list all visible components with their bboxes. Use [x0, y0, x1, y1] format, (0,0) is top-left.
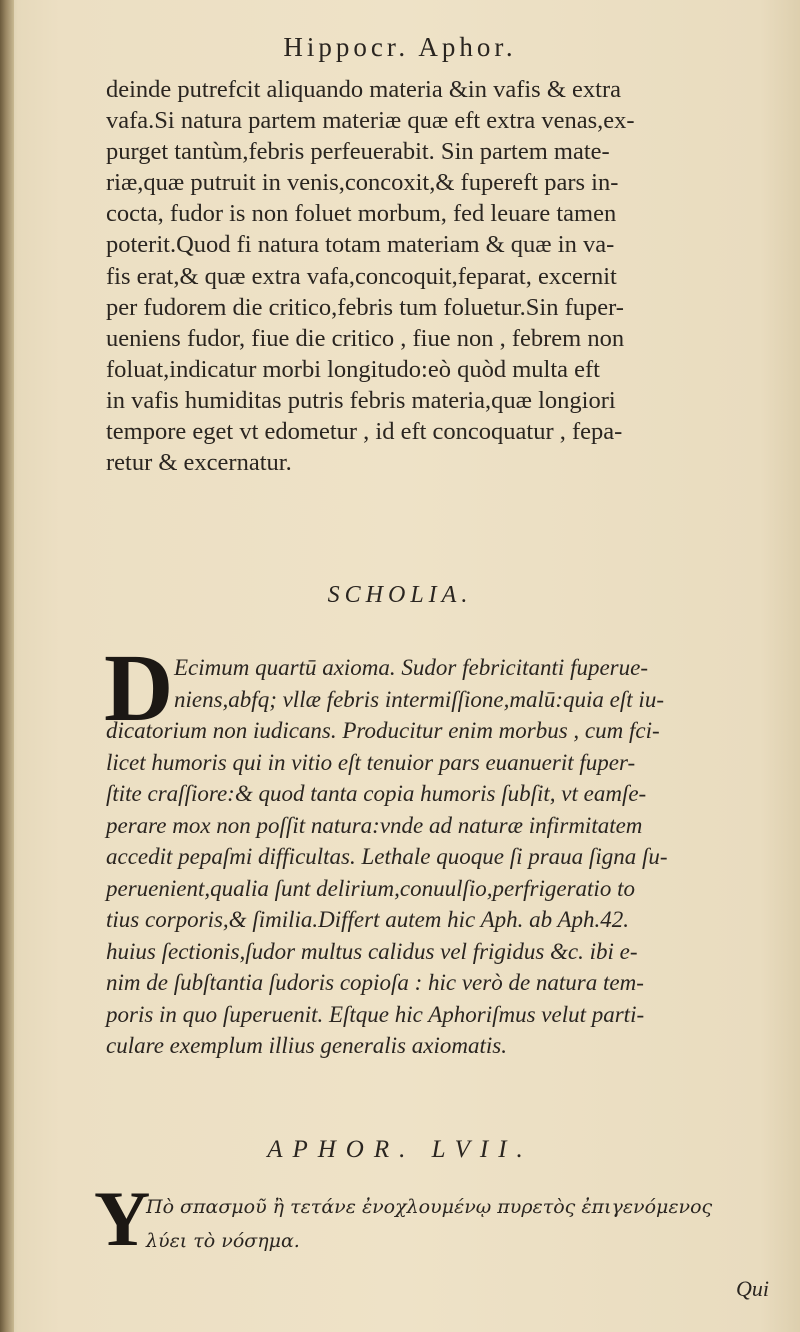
- text-line: ueniens fudor, fiue die critico , fiue non , febrem non: [106, 324, 625, 352]
- text-line: licet humoris qui in vitio eſt tenuior pars euanuerit fuper-: [106, 749, 636, 775]
- text-line: poris in quo ſuperuenit. Eſtque hic Aphoriſmus velut parti-: [106, 1001, 645, 1027]
- greek-line: λύει τὸ νόσημα.: [146, 1230, 300, 1252]
- text-line: culare exemplum illius generalis axiomatis.: [106, 1033, 507, 1058]
- text-line: deinde putrefcit aliquando materia &in vafis & extra: [106, 76, 621, 103]
- scholia-heading: SCHOLIA.: [327, 582, 473, 608]
- text-line: in vafis humiditas putris febris materia,quæ longiori: [106, 386, 616, 414]
- running-header: Hippocr. Aphor.: [283, 32, 517, 62]
- text-line: Ecimum quartū axioma. Sudor febricitanti fuperue-: [174, 655, 648, 680]
- greek-line: Πὸ σπασμοῦ ἢ τετάνε ἐνοχλουμένῳ πυρετὸς ἐπιγενόμενος: [146, 1196, 713, 1218]
- text-line: ſtite craſſiore:& quod tanta copia humoris ſubſit, vt eamſe-: [106, 781, 647, 806]
- text-line: purget tantùm,febris perfeuerabit. Sin partem mate-: [106, 138, 610, 166]
- catchword: Qui: [736, 1276, 769, 1301]
- text-line: dicatorium non iudicans. Producitur enim morbus , cum fci-: [106, 718, 660, 743]
- text-line: per fudorem die critico,febris tum foluetur.Sin fuper-: [106, 293, 624, 321]
- aphorism-heading: APHOR. LVII.: [267, 1136, 533, 1163]
- text-line: riæ,quæ putruit in venis,concoxit,& fupereft pars in-: [106, 169, 619, 197]
- text-line: vafa.Si natura partem materiæ quæ eft extra venas,ex-: [106, 107, 635, 135]
- scholia-paragraph: [106, 652, 796, 1062]
- scholia-drop-cap: D: [104, 634, 174, 741]
- text-line: poterit.Quod fi natura totam materiam & quæ in va-: [106, 231, 615, 259]
- text-line: foluat,indicatur morbi longitudo:eò quòd multa eft: [106, 355, 600, 383]
- text-line: retur & excernatur.: [106, 449, 292, 477]
- text-line: niens,abfq; vllæ febris intermiſſione,malū:quia eſt iu-: [174, 686, 664, 712]
- text-line: huius ſectionis,ſudor multus calidus vel frigidus &c. ibi e-: [106, 938, 638, 964]
- text-line: fis erat,& quæ extra vafa,concoquit,feparat, excernit: [106, 262, 617, 290]
- text-line: tempore eget vt edometur , id eft concoquatur , fepa-: [106, 418, 623, 446]
- binding-gutter: [0, 0, 14, 1332]
- text-line: accedit pepaſmi difficultas. Lethale quoque ſi praua ſigna ſu-: [106, 844, 668, 869]
- text-line: tius corporis,& ſimilia.Differt autem hic Aph. ab Aph.42.: [106, 907, 630, 932]
- body-paragraph: [106, 74, 786, 478]
- text-line: perare mox non poſſit natura:vnde ad naturæ infirmitatem: [106, 812, 643, 838]
- greek-aphorism: [106, 1190, 796, 1258]
- greek-drop-cap: Y: [94, 1175, 151, 1262]
- text-line: cocta, fudor is non foluet morbum, fed leuare tamen: [106, 200, 617, 228]
- text-line: nim de ſubſtantia ſudoris copioſa : hic verò de natura tem-: [106, 970, 644, 995]
- text-line: peruenient,qualia ſunt delirium,conuulſio,perfrigeratio to: [106, 875, 635, 901]
